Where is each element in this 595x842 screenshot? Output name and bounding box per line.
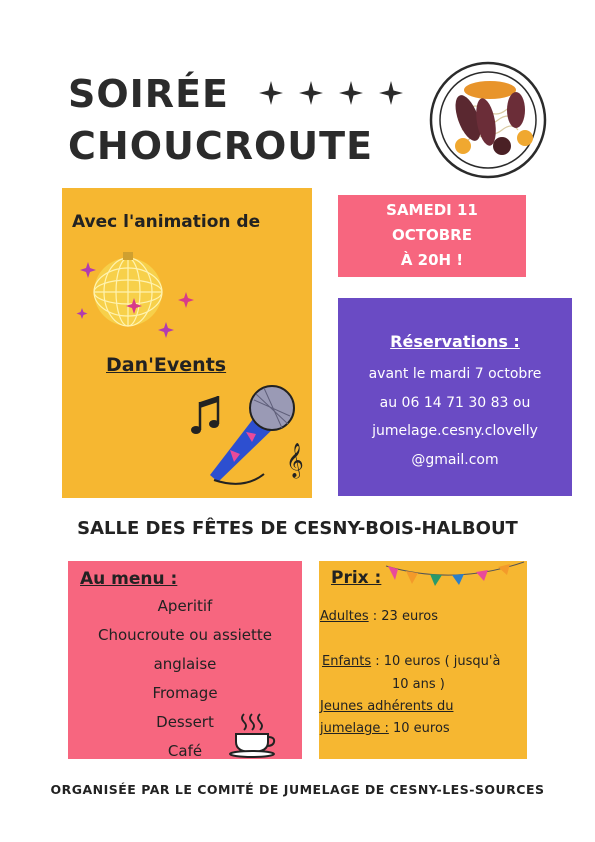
menu-item: Aperitif [157, 597, 213, 615]
title-line-1: SOIRÉE [68, 72, 229, 116]
price-children-value: : 10 euros ( jusqu'à [371, 654, 501, 669]
date-line-3: À 20H ! [400, 251, 464, 269]
price-children-age: 10 ans ) [392, 677, 445, 692]
price-adults [320, 609, 438, 624]
disco-ball-icon [76, 252, 196, 342]
animation-intro: Avec l'animation de [72, 212, 261, 232]
menu-item: Fromage [152, 684, 218, 702]
price-children [322, 654, 500, 669]
reservations-phone: au 06 14 71 30 83 ou [379, 394, 531, 411]
treble-clef-icon: 𝄞 [286, 443, 304, 478]
sparkle-star-icon [258, 80, 284, 106]
menu-item: Choucroute ou assiette [98, 626, 272, 644]
price-young [320, 721, 450, 736]
organizer-footer: ORGANISÉE PAR LE COMITÉ DE JUMELAGE DE CESNY-LES-SOURCES [50, 782, 545, 797]
reservations-email-user: jumelage.cesny.clovelly [372, 423, 538, 439]
music-note-icon [191, 396, 219, 434]
menu-item: Café [167, 742, 203, 760]
coffee-cup-icon [228, 712, 276, 758]
date-line-2: OCTOBRE [392, 226, 472, 244]
bunting-flags-icon [384, 560, 526, 592]
dan-events-name: Dan'Events [106, 354, 227, 376]
menu-title: Au menu : [80, 569, 178, 589]
title-line-2: CHOUCROUTE [68, 124, 374, 168]
venue: SALLE DES FÊTES DE CESNY-BOIS-HALBOUT [77, 518, 518, 539]
price-children-label: Enfants [322, 654, 372, 669]
price-adults-value: : 23 euros [368, 609, 438, 624]
reservations-title: Réservations : [390, 332, 520, 351]
stars-row [258, 80, 418, 110]
reservations-details [338, 360, 572, 474]
choucroute-plate-icon [428, 60, 548, 180]
price-young-label: Jeunes adhérents du [320, 699, 454, 714]
microphone-icon [190, 380, 310, 490]
sparkle-star-icon [298, 80, 324, 106]
price-young-value: 10 euros [388, 721, 450, 736]
date-text [338, 198, 526, 273]
prices-title: Prix : [331, 568, 382, 588]
menu-item: Dessert [156, 713, 214, 731]
price-adults-label: Adultes [320, 609, 369, 624]
price-young-label-2: jumelage : [320, 721, 389, 736]
sparkle-star-icon [338, 80, 364, 106]
reservations-email-domain: @gmail.com [411, 451, 499, 468]
date-line-1: SAMEDI 11 [386, 201, 478, 219]
menu-item: anglaise [153, 655, 217, 673]
reservations-deadline: avant le mardi 7 octobre [368, 366, 542, 382]
sparkle-star-icon [378, 80, 404, 106]
